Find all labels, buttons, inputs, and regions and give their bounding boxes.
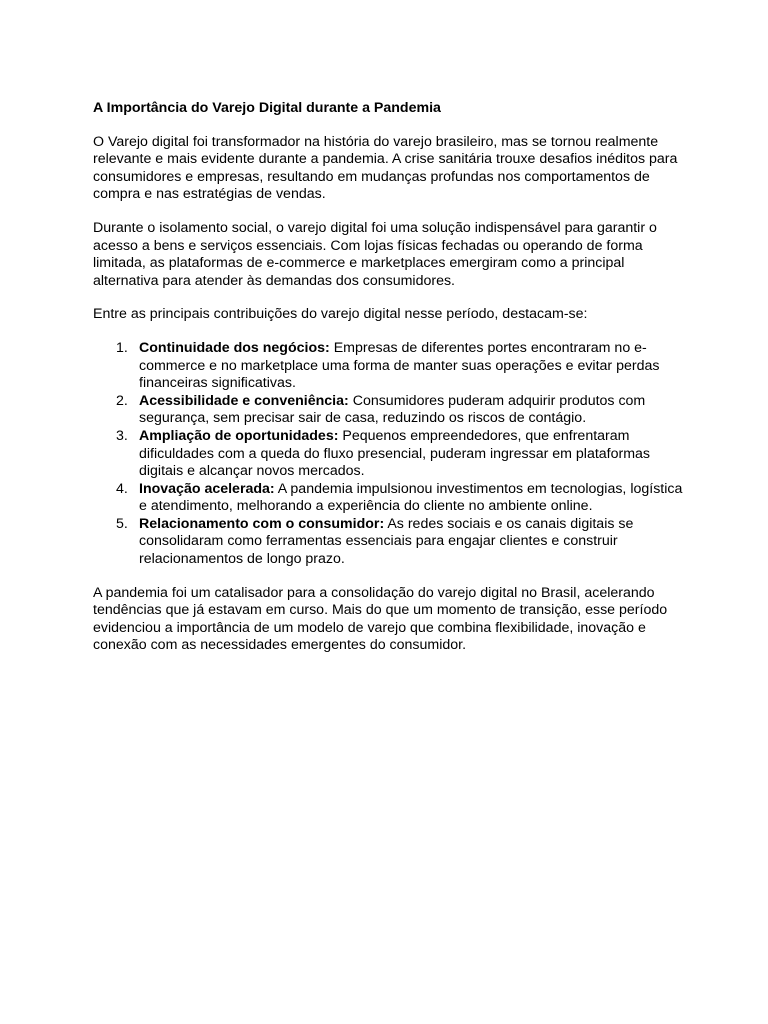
list-item-term: Ampliação de oportunidades: [139, 427, 339, 444]
list-item [93, 481, 683, 516]
list-item-term: Acessibilidade e conveniência: [139, 392, 349, 409]
document-title: A Importância do Varejo Digital durante a Pandemia [93, 100, 441, 116]
intro-paragraph-2: Durante o isolamento social, o varejo digital foi uma solução indispensável para garantir o acesso a bens e serviços essenciais. Com lojas físicas fechadas ou operando de forma limitada, as plataformas de e-commerce e marketplaces emergiram como a principal alternativa para atender às demandas dos consumidores. [93, 219, 657, 289]
closing-paragraph: A pandemia foi um catalisador para a consolidação do varejo digital no Brasil, acelerando tendências que já estavam em curso. Mais do que um momento de transição, esse período evidenciou a importância de um modelo de varejo que combina flexibilidade, inovação e conexão com as necessidades emergentes do consumidor. [93, 584, 668, 654]
contributions-list [93, 340, 683, 569]
document-body [93, 100, 683, 671]
list-item-text: As redes sociais e os canais digitais se consolidaram como ferramentas essenciais para engajar clientes e construir relacionamentos de longo prazo. [139, 515, 634, 568]
list-item-number: 2. [116, 392, 128, 409]
list-item-text: Empresas de diferentes portes encontraram no e-commerce e no marketplace uma forma de manter suas operações e evitar perdas financeiras significativas. [139, 339, 660, 392]
list-item-number: 5. [116, 515, 128, 532]
list-item-text: Consumidores puderam adquirir produtos com segurança, sem precisar sair de casa, reduzindo os riscos de contágio. [139, 392, 646, 427]
list-item-term: Relacionamento com o consumidor: [139, 515, 385, 532]
intro-paragraph-1: O Varejo digital foi transformador na história do varejo brasileiro, mas se tornou realmente relevante e mais evidente durante a pandemia. A crise sanitária trouxe desafios inéditos para consumidores e empresas, resultando em mudanças profundas nos comportamentos de compra e nas estratégias de vendas. [93, 133, 678, 203]
list-item-text: A pandemia impulsionou investimentos em tecnologias, logística e atendimento, melhorando a experiência do cliente no ambiente online. [139, 480, 683, 515]
list-item-term: Continuidade dos negócios: [139, 339, 330, 356]
list-item-number: 3. [116, 427, 128, 444]
list-item-term: Inovação acelerada: [139, 480, 275, 497]
list-item-number: 4. [116, 480, 128, 497]
list-item-text: Pequenos empreendedores, que enfrentaram dificuldades com a queda do fluxo presencial, puderam ingressar em plataformas digitais e alcançar novos mercados. [139, 427, 651, 480]
list-item [93, 340, 683, 393]
list-item-number: 1. [116, 339, 128, 356]
list-item [93, 393, 683, 428]
list-item [93, 516, 683, 569]
list-item [93, 428, 683, 481]
intro-paragraph-3: Entre as principais contribuições do varejo digital nesse período, destacam-se: [93, 306, 588, 323]
